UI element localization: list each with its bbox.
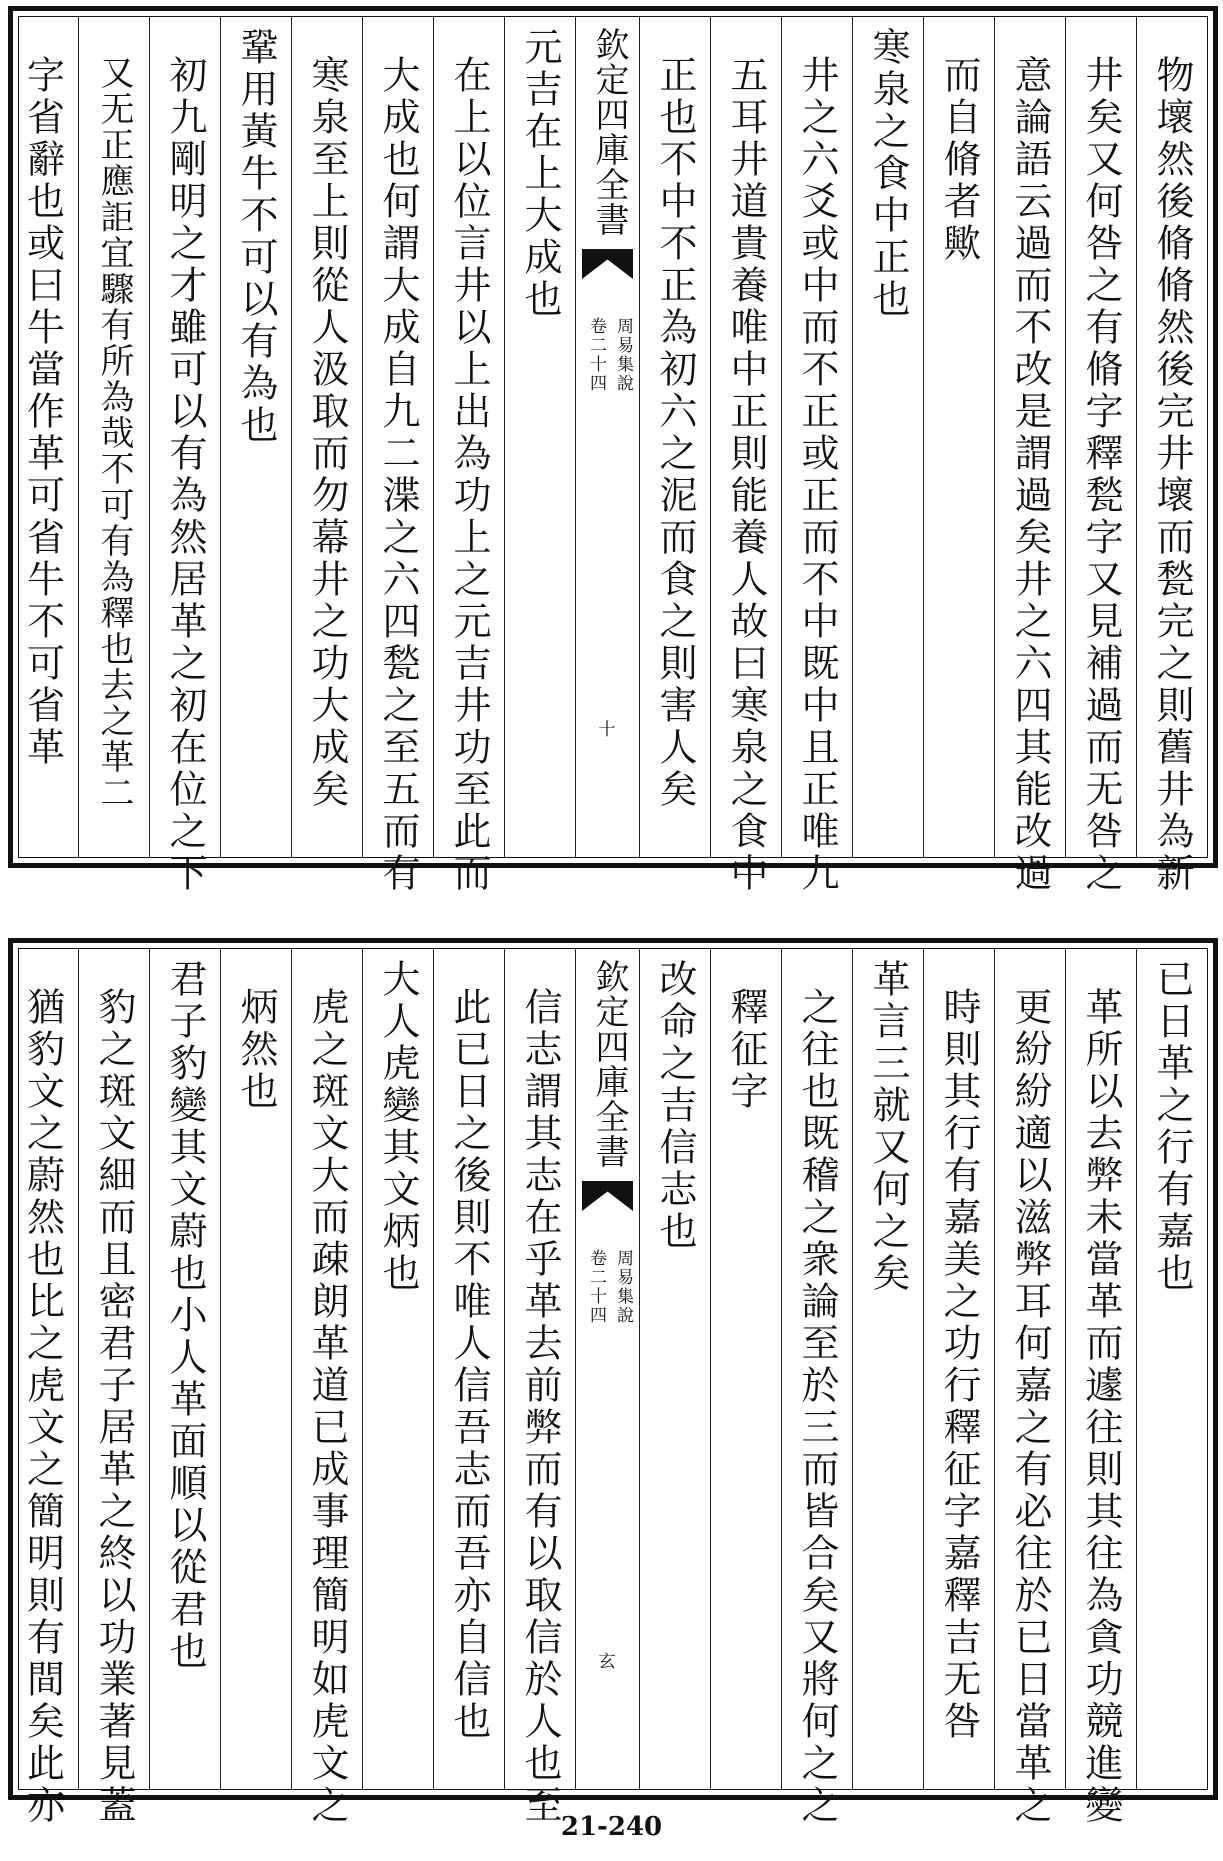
column-text: 初九剛明之才雖可以有為然居革之初在位之下: [163, 55, 207, 895]
fish-tail-mark: [582, 249, 633, 279]
book-title: 周易集說: [613, 1249, 633, 1325]
volume-number: 卷二十四: [586, 1249, 606, 1325]
text-column: [362, 949, 433, 1789]
column-text: 寒泉之食中正也: [866, 27, 910, 321]
column-text: 信志謂其志在乎革去前弊而有以取信於人也至: [518, 987, 562, 1827]
text-column: [710, 17, 781, 895]
column-text: 此已日之後則不唯人信吾志而吾亦自信也: [447, 987, 491, 1743]
text-column: [220, 949, 291, 1789]
column-text: 之往也既稽之衆論至於三而皆合矣又將何之之: [795, 987, 839, 1827]
text-column: [7, 17, 78, 857]
center-margin: [575, 17, 639, 857]
center-margin: [575, 949, 639, 1789]
text-column: [1065, 17, 1136, 895]
text-column: [639, 17, 710, 857]
column-text: 井之六爻或中而不正或正而不中既中且正唯九: [795, 55, 839, 895]
text-column: [781, 17, 852, 895]
column-text: 革所以去弊未當革而遽往則其往為貪功競進變: [1079, 987, 1123, 1827]
column-text: 改命之吉信志也: [653, 959, 697, 1253]
footer-page-number: 21-240: [560, 1812, 663, 1842]
text-column: [994, 17, 1065, 895]
column-text: 元吉在上大成也: [518, 27, 562, 321]
column-text: 時則其行有嘉美之功行釋征字嘉釋吉无咎: [937, 987, 981, 1743]
book-title: 周易集說: [613, 317, 633, 393]
collection-title: 欽定四庫全書: [589, 27, 629, 237]
leaf-number: 十: [594, 720, 615, 737]
top-page-columns: [18, 16, 1208, 895]
leaf-number: 玄: [594, 1652, 615, 1669]
column-text: 物壞然後脩脩然後完井壞而甃完之則舊井為新: [1150, 55, 1194, 895]
text-column: [291, 949, 362, 1827]
text-column: [78, 949, 149, 1827]
text-column: [710, 949, 781, 1789]
text-column: [994, 949, 1065, 1827]
text-column: [504, 17, 575, 857]
column-text: 而自脩者歟: [937, 55, 981, 265]
column-text: 大成也何謂大成自九二渫之六四甃之至五而有: [376, 55, 420, 895]
column-text: 井矣又何咎之有脩字釋甃字又見補過而无咎之: [1079, 55, 1123, 895]
text-column: [852, 17, 923, 857]
column-text: 大人虎變其文炳也: [376, 959, 420, 1295]
text-column: [923, 17, 994, 857]
text-column: [504, 949, 575, 1827]
column-text: 鞏用黃牛不可以有為也: [234, 27, 278, 447]
text-column: [149, 949, 220, 1789]
collection-title: 欽定四庫全書: [589, 959, 629, 1169]
column-text: 字省辭也或曰牛當作革可省牛不可省革: [20, 55, 65, 769]
column-text: 革言三就又何之矣: [866, 959, 910, 1295]
text-column: [149, 17, 220, 895]
text-column: [7, 949, 78, 1827]
column-text: 虎之斑文大而疎朗革道已成事理簡明如虎文之: [305, 987, 349, 1827]
column-text: 寒泉至上則從人汲取而勿幕井之功大成矣: [305, 55, 349, 811]
text-column: [433, 17, 504, 895]
column-text: 更紛紛適以滋弊耳何嘉之有必往於已日當革之: [1008, 987, 1052, 1827]
text-column: [852, 949, 923, 1789]
column-text: 又无正應詎宜驟有所為哉不可有為釋也去之革二: [94, 55, 134, 811]
text-column: [78, 17, 149, 857]
text-column: [1065, 949, 1136, 1827]
column-text: 五耳井道貴養唯中正則能養人故曰寒泉之食中: [724, 55, 768, 895]
column-text: 釋征字: [724, 987, 768, 1113]
text-column: [433, 949, 504, 1789]
volume-number: 卷二十四: [586, 317, 606, 393]
column-text: 在上以位言井以上出為功上之元吉井功至此而: [447, 55, 491, 895]
top-page: [8, 6, 1218, 895]
column-text: 正也不中不正為初六之泥而食之則害人矣: [653, 55, 697, 811]
text-column: [639, 949, 710, 1789]
column-text: 君子豹變其文蔚也小人革面順以從君也: [163, 959, 207, 1673]
column-text: 豹之斑文細而且密君子居革之終以功業著見蓋: [92, 987, 136, 1827]
text-column: [781, 949, 852, 1827]
fish-tail-mark: [582, 1181, 633, 1211]
column-text: 意論語云過而不改是謂過矣井之六四其能改過: [1008, 55, 1052, 895]
text-column: [362, 17, 433, 895]
column-text: 炳然也: [234, 987, 278, 1113]
text-column: [291, 17, 362, 857]
text-column: [1136, 949, 1207, 1789]
text-column: [923, 949, 994, 1789]
text-column: [1136, 17, 1207, 895]
column-text: 猶豹文之蔚然也比之虎文之簡明則有間矣此亦: [20, 987, 65, 1827]
column-text: 已日革之行有嘉也: [1150, 959, 1194, 1295]
text-column: [220, 17, 291, 857]
